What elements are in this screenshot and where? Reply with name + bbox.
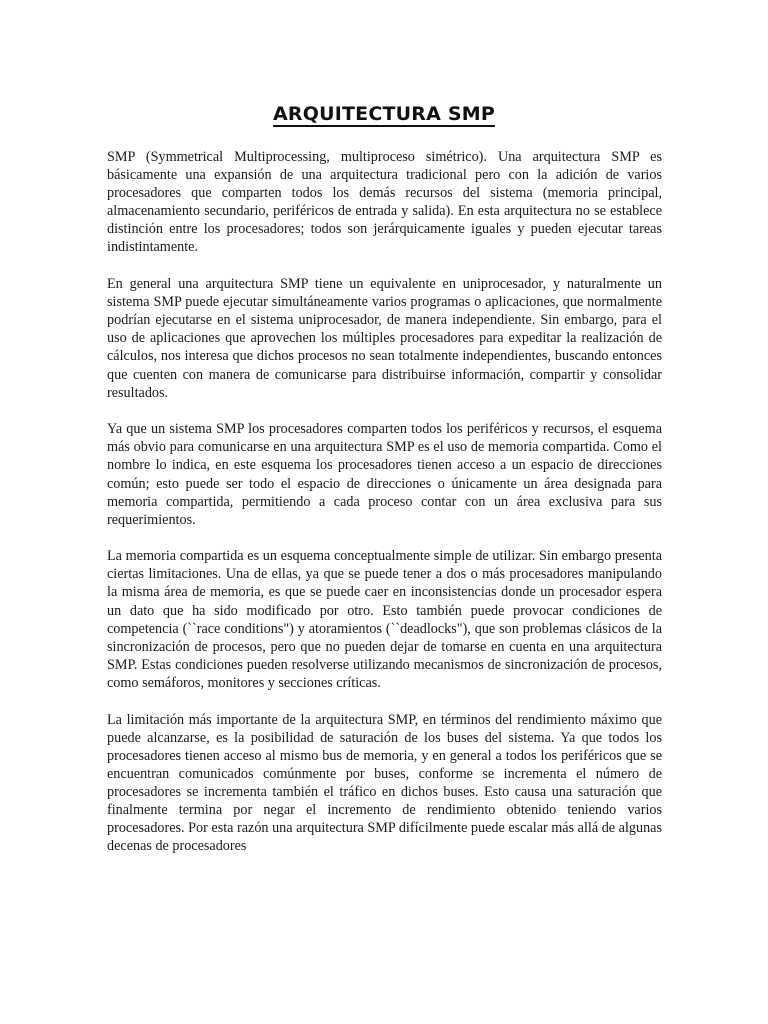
document-body xyxy=(107,148,662,874)
paragraph-shared-memory: Ya que un sistema SMP los procesadores comparten todos los periféricos y recursos, el esquema más obvio para comunicarse en una arquitectura SMP es el uso de memoria compartida. Como el nombre lo indica, en este esquema los procesadores tienen acceso a un espacio de direcciones común; esto puede ser todo el espacio de direcciones o únicamente un área designada para memoria compartida, permitiendo a cada proceso contar con un área exclusiva para sus requerimientos. xyxy=(107,421,662,528)
paragraph-shared-memory-limitations: La memoria compartida es un esquema conceptualmente simple de utilizar. Sin embargo presenta ciertas limitaciones. Una de ellas, ya que se puede tener a dos o más procesadores manipulando la misma área de memoria, es que se puede caer en inconsistencias donde un procesador espera un dato que ha sido modificado por otro. Esto también puede provocar condiciones de competencia (``race conditions") y atoramientos (``deadlocks"), que son problemas clásicos de la sincronización de procesos, pero que no pueden dejar de tomarse en cuenta en una arquitectura SMP. Estas condiciones pueden resolverse utilizando mecanismos de sincronización de procesos, como semáforos, monitores y secciones críticas. xyxy=(107,548,662,691)
document-title-block xyxy=(0,91,768,128)
paragraph-intro: SMP (Symmetrical Multiprocessing, multiproceso simétrico). Una arquitectura SMP es básicamente una expansión de una arquitectura tradicional pero con la adición de varios procesadores que comparten todos los demás recursos del sistema (memoria principal, almacenamiento secundario, periféricos de entrada y salida). En esta arquitectura no se establece distinción entre los procesadores; todos son jerárquicamente iguales y pueden ejecutar tareas indistintamente. xyxy=(107,149,662,256)
paragraph-bus-saturation: La limitación más importante de la arquitectura SMP, en términos del rendimiento máximo que puede alcanzarse, es la posibilidad de saturación de los buses del sistema. Ya que todos los procesadores tienen acceso al mismo bus de memoria, y en general a todos los periféricos que se encuentran comunicados comúnmente por buses, conforme se incrementa el número de procesadores se incrementa también el tráfico en dichos buses. Esto causa una saturación que finalmente termina por negar el incremento de rendimiento obtenido teniendo varios procesadores. Por esta razón una arquitectura SMP difícilmente puede escalar más allá de algunas decenas de procesadores xyxy=(107,711,662,855)
document-title: ARQUITECTURA SMP xyxy=(273,103,495,125)
paragraph-uniprocessor-equivalent: En general una arquitectura SMP tiene un equivalente en uniprocesador, y naturalmente un sistema SMP puede ejecutar simultáneamente varios programas o aplicaciones, que normalmente podrían ejecutarse en el sistema uniprocesador, de manera independiente. Sin embargo, para el uso de aplicaciones que aprovechen los múltiples procesadores para expeditar la realización de cálculos, nos interesa que dichos procesos no sean totalmente independientes, buscando entonces que cuenten con manera de comunicarse para distribuirse información, compartir y consolidar resultados. xyxy=(107,276,662,401)
